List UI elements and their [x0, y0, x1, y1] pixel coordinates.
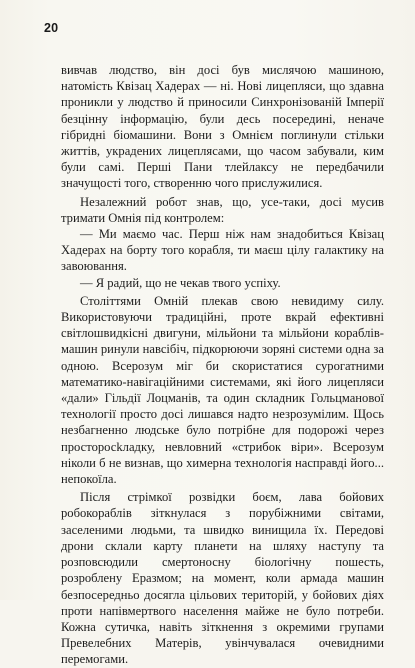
- dialogue-line: — Ми маємо час. Перш ніж нам знадобиться Квізац Хадерах на борту того корабля, ти маєш цілу галактику на завоювання.: [61, 227, 384, 274]
- body-text: [61, 62, 384, 668]
- page-number: 20: [44, 21, 59, 35]
- paragraph: вивчав людство, він досі був мислячою машиною, натомість Квізац Хадерах — ні. Нові лицепляси, що здавна проникли у людство й приносили Синхронізованій Імперії безцінну інформацію, були десь посередині, неначе гібридні біомашини. Вони з Омнієм поглинули стільки життів, украдених лицеплясами, що часом забували, ким були самі. Перші Пани тлейлаксу не передбачили значущості того, створенню чого прислужилися.: [61, 63, 384, 191]
- paragraph: Після стрімкої розвідки боєм, лава бойових робокораблів зіткнулася з порубіжними світами, заселеними людьми, та швидко винищила їх. Передові дрони склали карту планети на шляху наступу та розповсюдили смертоносну біологічну пошесть, розроблену Еразмом; на момент, коли армада машин безпосередньо досягла цільових територій, у бойових діях проти напівмертвого населення майже не було потреби. Кожна сутичка, навіть зіткнення з окремими групами Превелебних Матерів, увінчувалася очевидними перемогами.: [61, 490, 384, 667]
- paragraph: Століттями Омній плекав свою невидиму силу. Використовуючи традиційні, проте вкрай ефективні світлошвидкісні двигуни, мільйони та мільйони кораблів-машин ринули навсібіч, підкорюючи зоряні системи одна за одною. Всерозум міг би скористатися сурогатними математико-навігаційними системами, які його лицепляси «дали» Гільдії Лоцманів, та один складник Гольцманової технології просто досі лишався надто незрозумілим. Щось незбагненно людське було потрібне для подорожі через просторосkладку, невловний «стрибок віри». Всерозум ніколи б не визнав, що химерна технологія насправді його... непокоїла.: [61, 293, 384, 487]
- dialogue-line: — Я радий, що не чекав твого успіху.: [80, 275, 281, 290]
- paragraph: Незалежний робот знав, що, усе-таки, досі мусив тримати Омнія під контролем:: [61, 194, 384, 225]
